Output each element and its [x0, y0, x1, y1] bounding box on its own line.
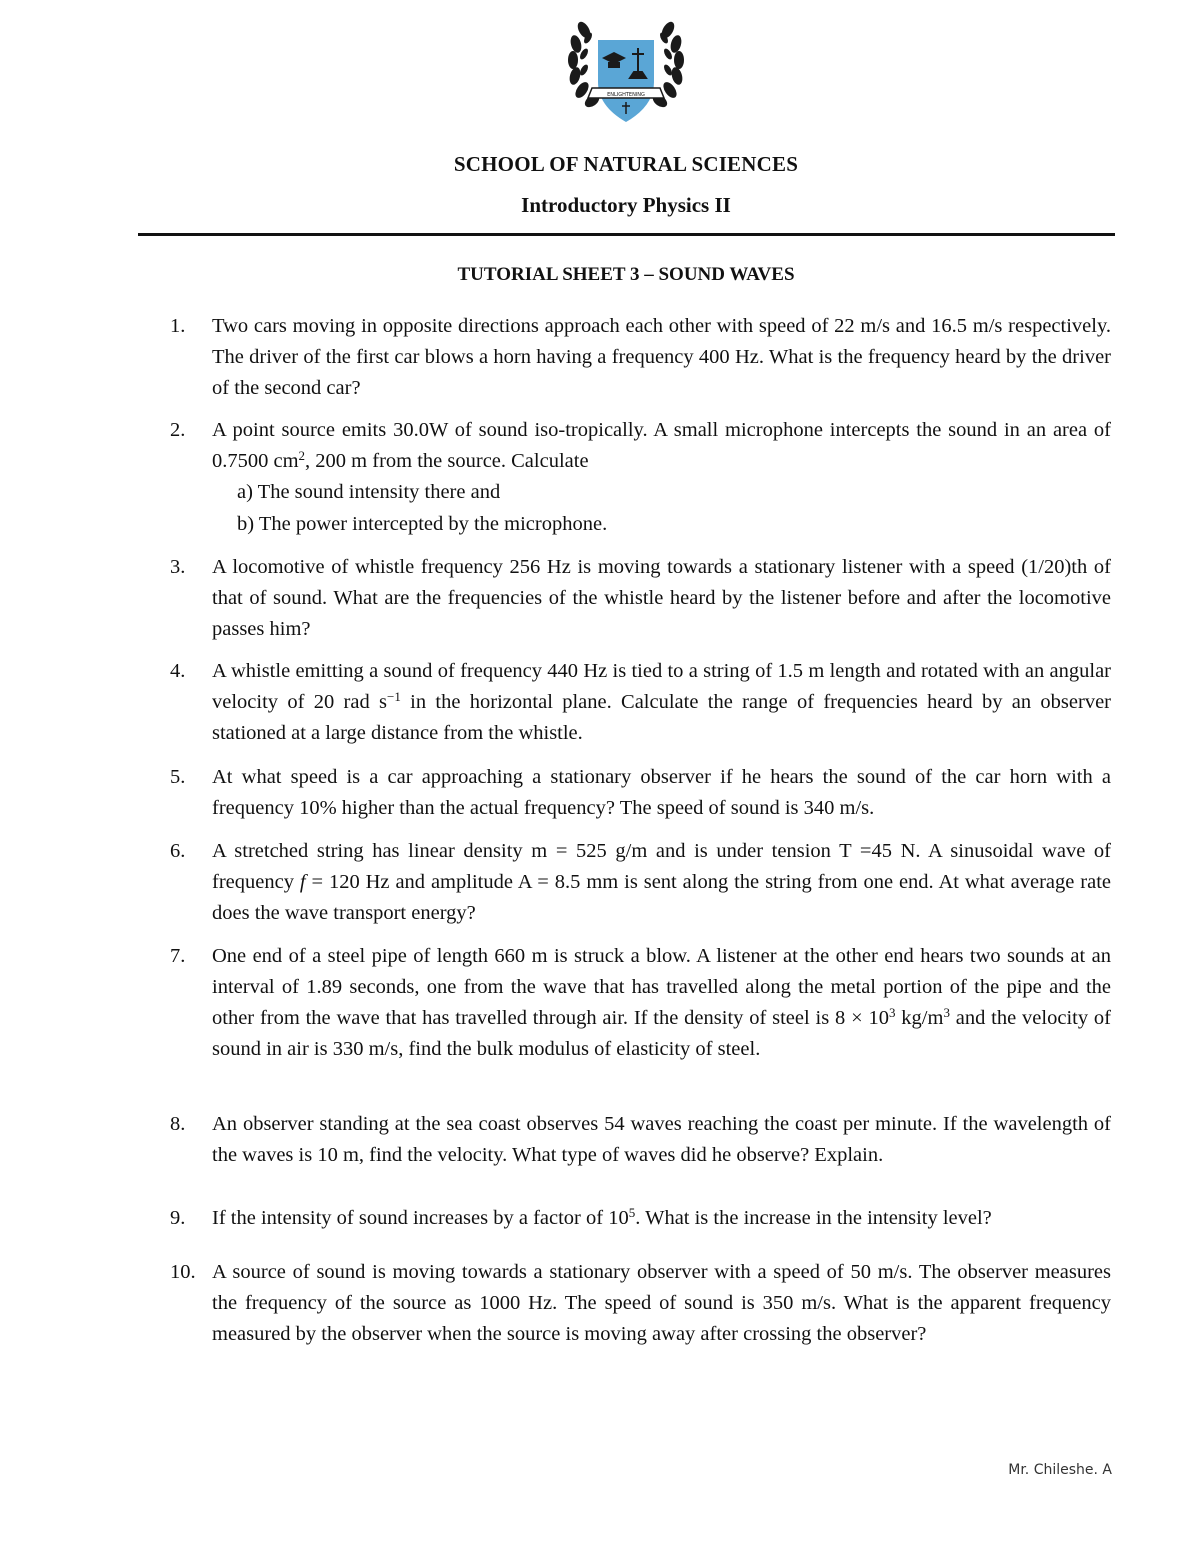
question-number: 2.: [170, 419, 186, 441]
superscript: 5: [628, 1205, 636, 1220]
question-2-part-a: a) The sound intensity there and: [237, 481, 501, 503]
question-text: A whistle emitting a sound of frequency 440 Hz is tied to a string of 1.5 m length and rotated with an angular velocity of 20 rad $s^{-1}$ in the horizontal plane. Calculate the range of frequencies heard by an observer stationed at a large distance from the whistle.: [212, 660, 1111, 744]
school-name: SCHOOL OF NATURAL SCIENCES: [453, 152, 799, 176]
crest-motto: ENLIGHTENING: [607, 92, 645, 98]
footer-author: Mr. Chileshe. A: [1008, 1462, 1112, 1478]
question-number: 9.: [170, 1207, 186, 1229]
question-9: [170, 1203, 1111, 1234]
question-text: A point source emits 30.0W of sound iso-tropically. A small microphone intercepts the sound in an area of 0.7500 $cm^2$, 200 m from the source. Calculate: [212, 419, 1111, 472]
course-name: Introductory Physics II: [521, 193, 731, 217]
question-text: A locomotive of whistle frequency 256 Hz is moving towards a stationary listener with a speed (1/20)th of that of sound. What are the frequencies of the whistle heard by the listener before and after the locomotive passes him?: [212, 556, 1111, 640]
superscript: 3: [888, 1005, 896, 1020]
frequency-symbol: f: [299, 871, 306, 893]
school-crest-logo: [564, 18, 688, 124]
sheet-title: TUTORIAL SHEET 3 – SOUND WAVES: [457, 264, 795, 285]
question-text: A stretched string has linear density m = 525 g/m and is under tension T =45 N. A sinusoidal wave of frequency f = 120 Hz and amplitude A = 8.5 mm is sent along the string from one end. At what average rate does the wave transport energy?: [212, 840, 1111, 924]
question-number: 4.: [170, 660, 186, 682]
question-3: [170, 552, 1111, 645]
question-number: 5.: [170, 766, 186, 788]
question-text: A source of sound is moving towards a stationary observer with a speed of 50 m/s. The observer measures the frequency of the source as 1000 Hz. The speed of sound is 350 m/s. What is the apparent frequency measured by the observer when the source is moving away after crossing the observer?: [212, 1261, 1111, 1345]
question-number: 6.: [170, 840, 186, 862]
question-number: 1.: [170, 315, 186, 337]
question-text: Two cars moving in opposite directions approach each other with speed of 22 m/s and 16.5 m/s respectively. The driver of the first car blows a horn having a frequency 400 Hz. What is the frequency heard by the driver of the second car?: [212, 315, 1111, 399]
question-number: 10.: [170, 1261, 196, 1283]
header-divider: [138, 233, 1115, 236]
question-7: [170, 941, 1111, 1065]
question-4: [170, 656, 1111, 749]
question-text: At what speed is a car approaching a stationary observer if he hears the sound of the car horn with a frequency 10% higher than the actual frequency? The speed of sound is 340 m/s.: [212, 766, 1111, 819]
question-6: [170, 836, 1111, 929]
question-8: [170, 1109, 1111, 1171]
question-number: 8.: [170, 1113, 186, 1135]
question-10: [170, 1257, 1111, 1350]
question-2-part-b: b) The power intercepted by the microphone.: [237, 513, 608, 535]
superscript: −1: [387, 689, 401, 704]
superscript: 3: [943, 1005, 950, 1020]
superscript: 2: [298, 448, 306, 463]
question-2: [170, 415, 1111, 477]
question-5: [170, 762, 1111, 824]
question-text: If the intensity of sound increases by a factor of $10^5$. What is the increase in the intensity level?: [212, 1205, 992, 1229]
question-1: [170, 311, 1111, 404]
question-number: 7.: [170, 945, 186, 967]
question-number: 3.: [170, 556, 186, 578]
question-text: One end of a steel pipe of length 660 m is struck a blow. A listener at the other end hears two sounds at an interval of 1.89 seconds, one from the wave that has travelled along the metal portion of the pipe and the other from the wave that has travelled through air. If the density of steel is $8 \times 10^3$ $kg/m^3$ and the velocity of sound in air is 330 m/s, find the bulk modulus of elasticity of steel.: [212, 945, 1111, 1060]
question-text: An observer standing at the sea coast observes 54 waves reaching the coast per minute. If the wavelength of the waves is 10 m, find the velocity. What type of waves did he observe? Explain.: [212, 1113, 1111, 1166]
